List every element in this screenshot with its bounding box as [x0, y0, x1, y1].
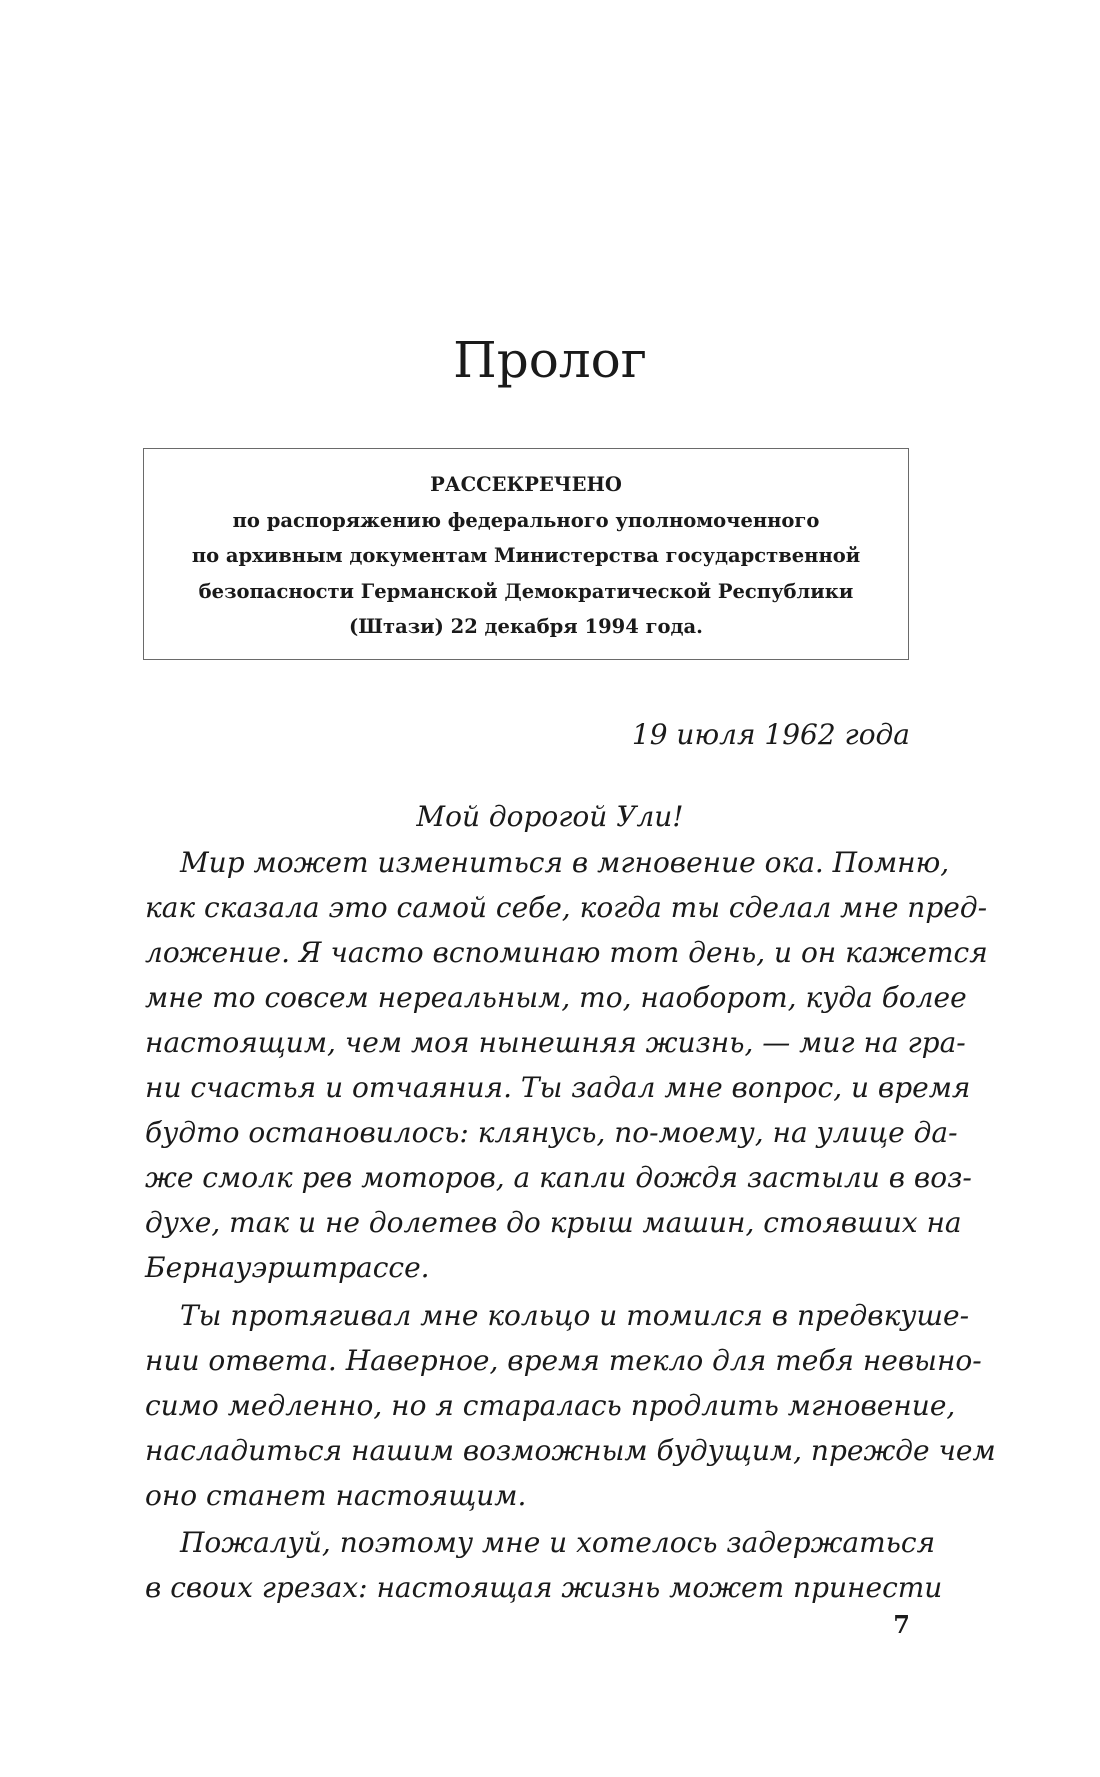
- letter-line: насладиться нашим возможным будущим, прежде чем: [145, 1434, 996, 1467]
- letter-line: в своих грезах: настоящая жизнь может принести: [145, 1571, 943, 1604]
- letter-line: Мир может измениться в мгновение ока. Помню,: [180, 846, 950, 879]
- declassified-line: (Штази) 22 декабря 1994 года.: [349, 615, 703, 638]
- chapter-title: Пролог: [453, 331, 647, 389]
- letter-line: Пожалуй, поэтому мне и хотелось задержаться: [180, 1526, 936, 1559]
- letter-line: Ты протягивал мне кольцо и томился в предвкуше-: [180, 1299, 970, 1332]
- letter-line: мне то совсем нереальным, то, наоборот, куда более: [145, 981, 967, 1014]
- letter-date: 19 июля 1962 года: [631, 718, 910, 751]
- letter-line: ложение. Я часто вспоминаю тот день, и он кажется: [145, 936, 988, 969]
- letter-line: же смолк рев моторов, а капли дождя застыли в воз-: [145, 1161, 972, 1194]
- declassified-notice-box: [143, 448, 909, 660]
- letter-line: симо медленно, но я старалась продлить мгновение,: [145, 1389, 956, 1422]
- letter-line: ни счастья и отчаяния. Ты задал мне вопрос, и время: [145, 1071, 971, 1104]
- declassified-line: безопасности Германской Демократической Республики: [198, 579, 854, 603]
- declassified-line: по распоряжению федерального уполномоченного: [232, 508, 820, 532]
- letter-line: оно станет настоящим.: [145, 1479, 527, 1512]
- page-number: 7: [893, 1610, 910, 1639]
- letter-line: как сказала это самой себе, когда ты сделал мне пред-: [145, 891, 988, 924]
- letter-line: Бернауэрштрассе.: [145, 1251, 430, 1284]
- letter-line: нии ответа. Наверное, время текло для тебя невыно-: [145, 1344, 982, 1377]
- letter-salutation: Мой дорогой Ули!: [416, 800, 684, 833]
- letter-line: будто остановилось: клянусь, по-моему, на улице да-: [145, 1116, 958, 1149]
- declassified-heading: РАССЕКРЕЧЕНО: [430, 473, 622, 496]
- declassified-line: по архивным документам Министерства государственной: [191, 544, 861, 567]
- letter-line: настоящим, чем моя нынешняя жизнь, — миг на гра-: [145, 1026, 966, 1059]
- letter-line: духе, так и не долетев до крыш машин, стоявших на: [145, 1206, 962, 1239]
